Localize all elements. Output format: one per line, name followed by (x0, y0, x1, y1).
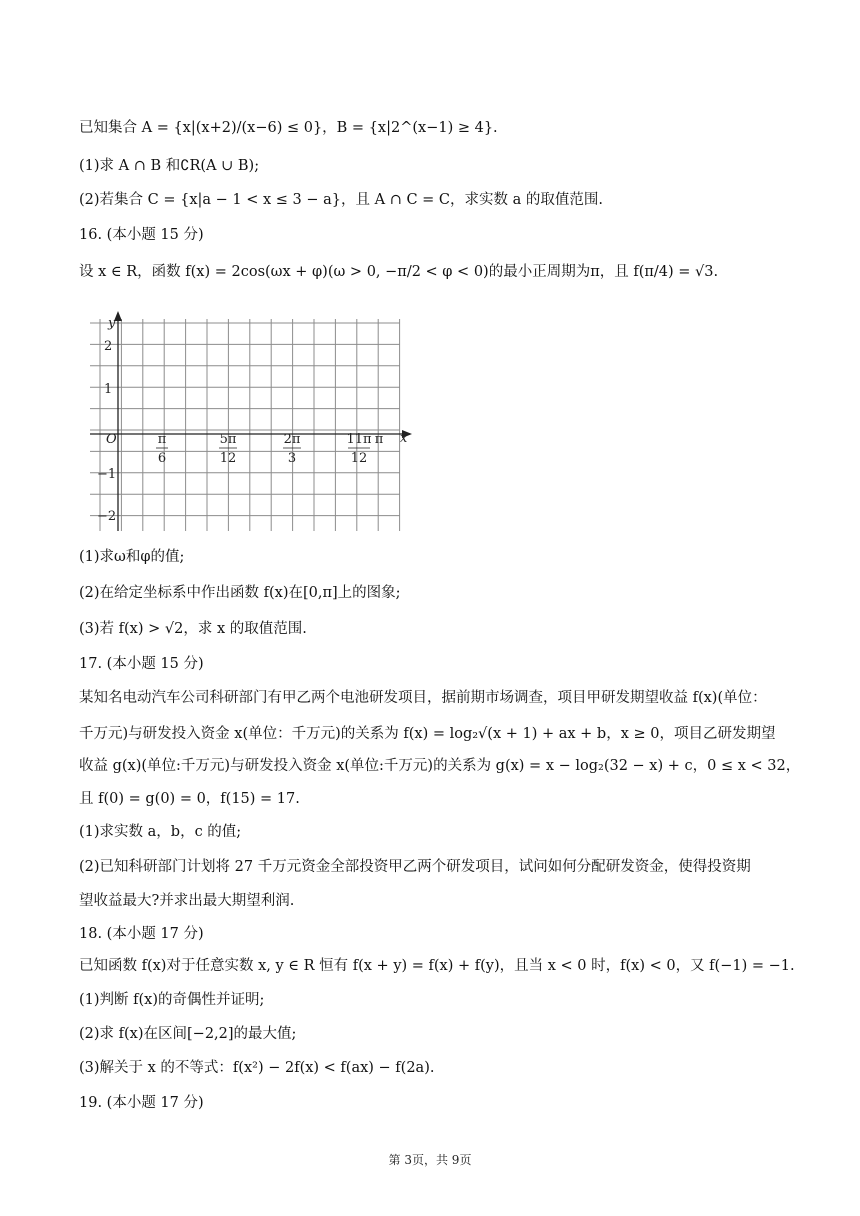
page-footer: 第 3页，共 9页 (388, 1153, 472, 1167)
svg-text:12: 12 (350, 451, 368, 466)
x-tick-pi-6 (156, 432, 168, 466)
problem-18-header: 18. (本小题 17 分) (79, 926, 204, 942)
problem-16-part-1: (1)求ω和φ的值; (79, 549, 185, 565)
svg-text:2π: 2π (283, 432, 301, 447)
svg-text:6: 6 (157, 451, 167, 466)
origin-label: O (106, 432, 117, 447)
problem-17-statement-line-2: 千万元)与研发投入资金 x(单位：千万元)的关系为 f(x) = log₂√(x + 1) + ax + b，x ≥ 0，项目乙研发期望 (79, 726, 776, 742)
problem-17-part-1: (1)求实数 a，b，c 的值; (79, 824, 242, 840)
problem-16-part-2: (2)在给定坐标系中作出函数 f(x)在[0,π]上的图象; (79, 585, 401, 601)
problem-17-statement-line-1: 某知名电动汽车公司科研部门有甲乙两个电池研发项目，据前期市场调查，项目甲研发期望收益 f(x)(单位： (79, 690, 767, 706)
problem-18-part-2: (2)求 f(x)在区间[−2,2]的最大值; (79, 1026, 297, 1042)
problem-18-part-1: (1)判断 f(x)的奇偶性并证明; (79, 992, 265, 1008)
problem-17-part-2-line-2: 望收益最大?并求出最大期望利润. (79, 893, 295, 909)
problem-16-statement: 设 x ∈ R，函数 f(x) = 2cos(ωx + φ)(ω > 0, −π/2 < φ < 0)的最小正周期为π，且 f(π/4) = √3. (79, 264, 719, 280)
svg-text:3: 3 (287, 451, 297, 466)
problem-17-header: 17. (本小题 15 分) (79, 656, 204, 672)
problem-15-part-2: (2)若集合 C = {x|a − 1 < x ≤ 3 − a}，且 A ∩ C = C，求实数 a 的取值范围. (79, 192, 603, 208)
svg-text:π: π (157, 432, 167, 447)
problem-17-part-2-line-1: (2)已知科研部门计划将 27 千万元资金全部投资甲乙两个研发项目，试问如何分配研发资金，使得投资期 (79, 859, 751, 875)
problem-17-statement-line-3: 收益 g(x)(单位:千万元)与研发投入资金 x(单位:千万元)的关系为 g(x) = x − log₂(32 − x) + c，0 ≤ x < 32， (79, 758, 801, 774)
grid-lines (90, 319, 400, 531)
problem-16-header: 16. (本小题 15 分) (79, 227, 204, 243)
problem-18-part-3: (3)解关于 x 的不等式：f(x²) − 2f(x) < f(ax) − f(2a). (79, 1060, 435, 1076)
y-tick-label: −1 (97, 467, 117, 482)
problem-15-statement: 已知集合 A = {x|(x+2)/(x−6) ≤ 0}，B = {x|2^(x−1) ≥ 4}. (79, 120, 498, 136)
problem-18-statement: 已知函数 f(x)对于任意实数 x, y ∈ R 恒有 f(x + y) = f(x) + f(y)，且当 x < 0 时，f(x) < 0，又 f(−1) = −1. (79, 958, 795, 974)
problem-19-header: 19. (本小题 17 分) (79, 1095, 204, 1111)
x-tick-2pi-3 (283, 432, 301, 466)
y-tick-label: 1 (104, 382, 113, 397)
coordinate-grid-figure (88, 309, 418, 537)
x-axis-label: x (400, 431, 408, 446)
y-tick-label: −2 (97, 509, 117, 524)
problem-17-statement-line-4: 且 f(0) = g(0) = 0，f(15) = 17. (79, 791, 300, 807)
svg-text:11π: 11π (346, 432, 372, 447)
svg-text:5π: 5π (219, 432, 237, 447)
y-tick-label: 2 (104, 339, 113, 354)
x-tick-11pi-12 (346, 432, 372, 466)
y-axis-label: y (108, 316, 116, 331)
svg-text:12: 12 (219, 451, 237, 466)
problem-15-part-1: (1)求 A ∩ B 和∁R(A ∪ B); (79, 158, 260, 174)
x-tick-pi: π (374, 432, 384, 447)
problem-16-part-3: (3)若 f(x) > √2，求 x 的取值范围. (79, 621, 307, 637)
